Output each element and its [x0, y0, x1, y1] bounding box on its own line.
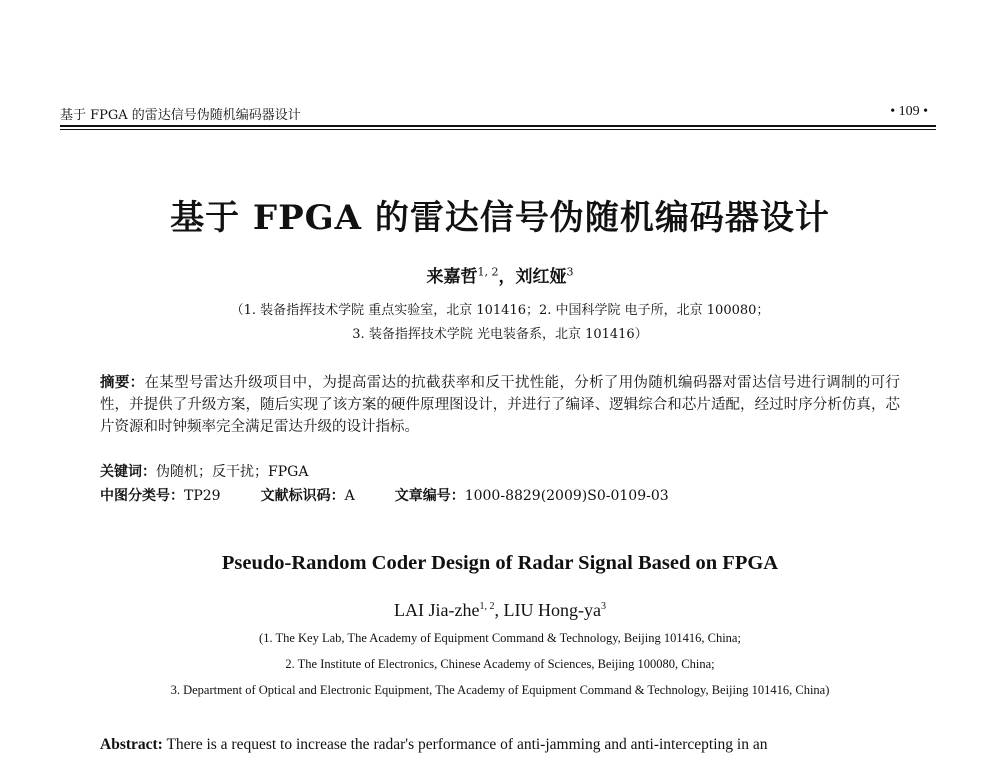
abstract-en-label: Abstract: [100, 736, 163, 753]
affiliation-en-line-1: (1. The Key Lab, The Academy of Equipment Command & Technology, Beijing 101416, China; [259, 631, 741, 645]
abstract-cn-text: 在某型号雷达升级项目中，为提高雷达的抗截获率和反干扰性能，分析了用伪随机编码器对雷达信号进行调制的可行性，并提供了升级方案，随后实现了该方案的硬件原理图设计，并进行了编译、逻辑综合和芯片适配，经过时序分析仿真，芯片资源和时钟频率完全满足雷达升级的设计指标。 [100, 375, 901, 435]
author-2-affiliation-cn: 3 [566, 265, 574, 279]
header-rule-thick [60, 125, 936, 127]
author-2-affiliation-en: 3 [600, 601, 606, 612]
author-1-cn: 来嘉哲 [426, 267, 478, 287]
abstract-en [100, 736, 900, 754]
article-number-label: 文章编号： [394, 488, 465, 504]
author-1-en: LAI Jia-zhe [394, 600, 480, 620]
doc-code-label: 文献标识码： [260, 488, 345, 504]
author-1-affiliation-cn: 1, 2 [477, 265, 499, 279]
authors-en [0, 600, 1000, 621]
affiliation-cn-line-1: （1. 装备指挥技术学院 重点实验室，北京 101416；2. 中国科学院 电子所，北京 100080； [230, 303, 770, 318]
affiliation-en-line-2: 2. The Institute of Electronics, Chinese Academy of Sciences, Beijing 100080, China; [285, 657, 715, 671]
header-rule-thin [60, 129, 936, 130]
author-2-en: LIU Hong-ya [503, 600, 601, 620]
abstract-cn [100, 372, 900, 438]
page-number: • 109 • [890, 104, 928, 119]
clc-label: 中图分类号： [100, 488, 184, 504]
doc-code-value: A [344, 488, 355, 504]
classification-line [100, 485, 669, 505]
paper-title-cn: 基于 FPGA 的雷达信号伪随机编码器设计 [170, 198, 830, 238]
authors-cn [0, 262, 1000, 287]
article-number-value: 1000-8829(2009)S0-0109-03 [464, 488, 669, 504]
running-head-title: 基于 FPGA 的雷达信号伪随机编码器设计 [60, 108, 301, 123]
affiliation-en-line-3: 3. Department of Optical and Electronic Equipment, The Academy of Equipment Command & Technology, Beijing 101416, China) [170, 683, 830, 697]
clc-value: TP29 [184, 488, 221, 504]
affiliation-cn-line-2: 3. 装备指挥技术学院 光电装备系，北京 101416） [352, 327, 648, 342]
keywords-cn-text: 伪随机；反干扰；FPGA [156, 464, 309, 480]
keywords-cn [100, 461, 308, 481]
running-head [60, 104, 936, 124]
abstract-cn-label: 摘要： [100, 374, 145, 391]
author-separator-cn: ， [498, 267, 516, 287]
keywords-cn-label: 关键词： [100, 464, 156, 480]
author-1-affiliation-en: 1, 2 [479, 601, 495, 612]
author-2-cn: 刘红娅 [515, 267, 567, 287]
author-separator-en: , [494, 600, 504, 620]
paper-title-en: Pseudo-Random Coder Design of Radar Signal Based on FPGA [221, 552, 779, 574]
abstract-en-text: There is a request to increase the radar's performance of anti-jamming and anti-intercepting in an [162, 736, 768, 753]
